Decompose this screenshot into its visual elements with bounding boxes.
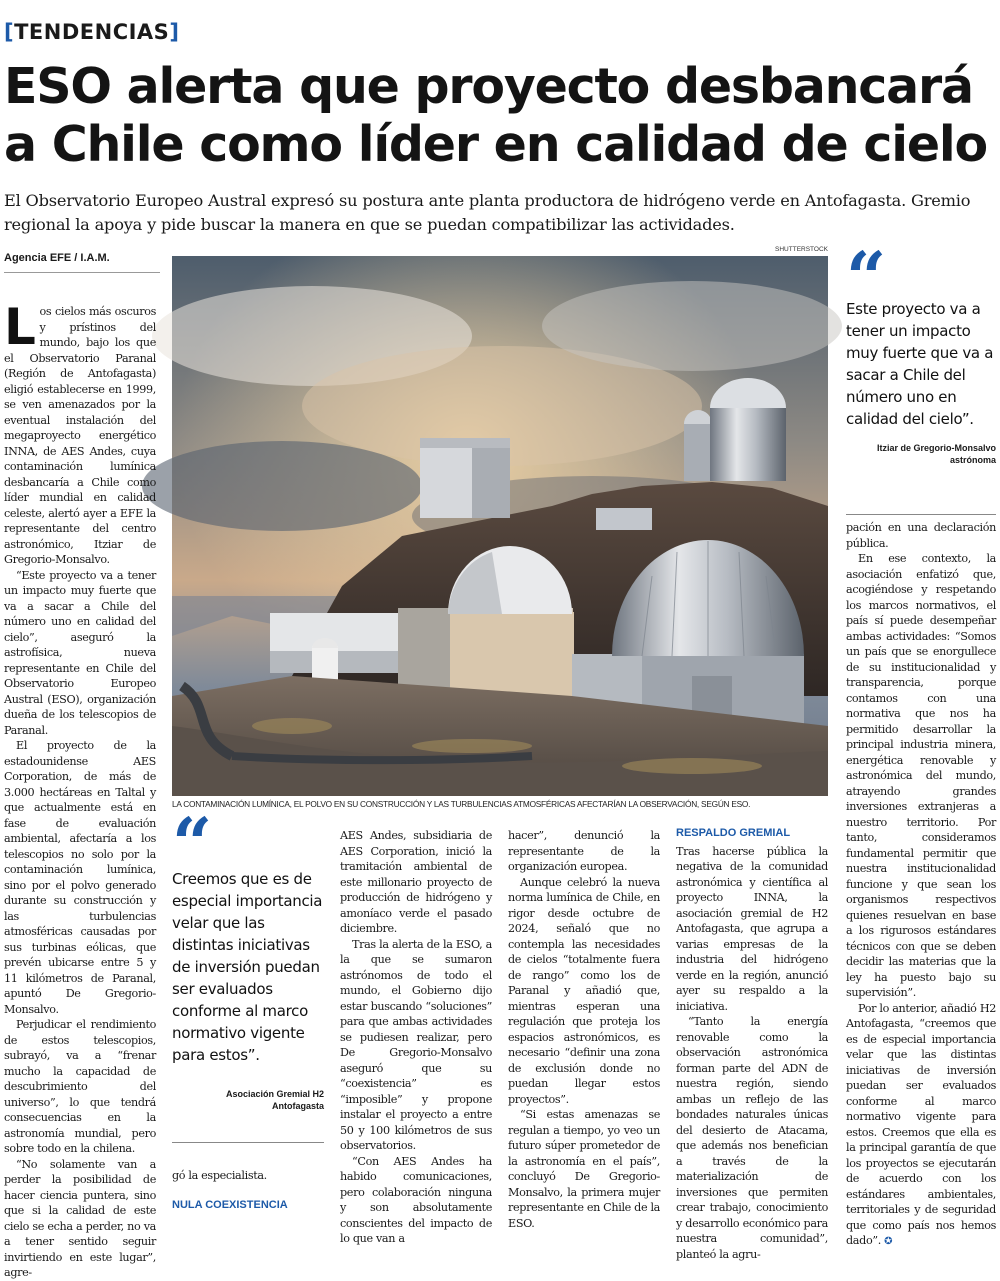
drop-cap: L bbox=[4, 298, 36, 356]
quote-divider bbox=[846, 514, 996, 515]
article-paragraph: AES Andes, subsidiaria de AES Corporation, inició la tramitación ambiental de este millonario proyecto de producción de hidrógeno y amoníaco verde el pasado diciembre. bbox=[340, 829, 492, 935]
article-paragraph: “Si estas amenazas se regulan a tiempo, yo veo un futuro súper prometedor de la astronomía en el país”, concluyó De Gregorio-Monsalvo, la primera mujer representante en Chile de la ESO. bbox=[508, 1108, 660, 1230]
article-paragraph: “Con AES Andes ha habido comunicaciones, pero colaboración ninguna y son absolutamente conscientes del impacto de lo que van a bbox=[340, 1154, 492, 1245]
pull-quote-author-block bbox=[172, 1088, 324, 1112]
bracket-left: [ bbox=[4, 20, 15, 44]
pull-quote-author: Itziar de Gregorio-Monsalvo bbox=[876, 443, 996, 453]
section-label: TENDENCIAS bbox=[14, 20, 170, 44]
observatory-photo bbox=[172, 256, 828, 796]
quote-mark-icon: “ bbox=[172, 802, 213, 885]
pull-quote-text: Este proyecto va a tener un impacto muy fuerte que va a sacar a Chile del número uno en calidad del cielo”. bbox=[846, 300, 994, 428]
pull-quote-role: Antofagasta bbox=[271, 1101, 324, 1111]
article-paragraph: Tras hacerse pública la negativa de la comunidad astronómica y científica al proyecto INNA, la asociación gremial de H2 Antofagasta, que agrupa a varias empresas de la industria del hidrógeno verde en la región, anunció ayer su respaldo a la iniciativa. bbox=[676, 844, 828, 1013]
pull-quote-text: Creemos que es de especial importancia velar que las distintas iniciativas de inversión puedan ser evaluados conforme al marco normativo vigente para estos”. bbox=[172, 870, 323, 1064]
byline-rule bbox=[4, 272, 160, 273]
quote-divider bbox=[172, 1142, 324, 1143]
article-column-1 bbox=[4, 298, 156, 1281]
article-paragraph: hacer”, denunció la representante de la organización europea. bbox=[508, 829, 660, 873]
end-of-article-icon: ✪ bbox=[884, 1236, 893, 1247]
quote-mark-icon: “ bbox=[846, 236, 887, 319]
bracket-right: ] bbox=[169, 20, 180, 44]
article-column-5 bbox=[676, 826, 828, 1262]
pull-quote-middle bbox=[172, 802, 324, 1112]
article-paragraph: Perjudicar el rendimiento de estos telescopios, subrayó, va a “frenar mucho la capacidad de descubrimiento del universo”, lo que tendrá consecuencias en la astronomía mundial, pero sobre todo en la chilena. bbox=[4, 1018, 156, 1155]
article-paragraph: Tras la alerta de la ESO, a la que se sumaron astrónomos de todo el mundo, el Gobierno dijo estar buscando “soluciones” para que ambas actividades se pudiesen realizar, pero De Gregorio-Monsalvo aseguró que su “coexistencia” es “imposible” y propone instalar el proyecto a entre 50 y 100 kilómetros de sus observatorios. bbox=[340, 937, 492, 1152]
pull-quote-role: astrónoma bbox=[949, 455, 996, 465]
pull-quote-author-block bbox=[846, 442, 996, 466]
article-paragraph: “Este proyecto va a tener un impacto muy fuerte que va a sacar a Chile del número uno en calidad del cielo”, aseguró la astrofísica, nueva representante en Chile del Observatorio Europeo Austral (ESO), organización dueña de los telescopios de Paranal. bbox=[4, 568, 156, 737]
article-paragraph: “No solamente van a perder la posibilidad de hacer ciencia puntera, sino que si la calidad de este cielo se echa a perder, no va a tener sentido seguir invirtiendo en este lugar”, agre- bbox=[4, 1157, 156, 1279]
section-subtitle: RESPALDO GREMIAL bbox=[676, 827, 791, 839]
article-paragraph: Aunque celebró la nueva norma lumínica de Chile, en rigor desde octubre de 2024, señaló que no contempla las necesidades de cielos “totalmente fuera de rango” como los de Paranal y añadió que, mientras esperan una regulación que proteja los espacios astronómicos, es necesario “definir una zona de exclusión donde no puedan llegar estos proyectos”. bbox=[508, 875, 660, 1106]
observatory-illustration bbox=[172, 256, 828, 796]
article-paragraph: Los cielos más oscuros y prístinos del mundo, bajo los que el Observatorio Paranal (Región de Antofagasta) eligió establecerse en 1999, se ven amenazados por la eventual instalación del megaproyecto energético INNA, de AES Andes, cuya contaminación lumínica desbancaría a Chile como líder mundial en calidad celeste, alertó ayer a EFE la representante del centro astronómico, Itziar de Gregorio-Monsalvo. bbox=[4, 298, 156, 566]
photo-credit: SHUTTERSTOCK bbox=[775, 246, 828, 253]
subheadline: El Observatorio Europeo Austral expresó su postura ante planta productora de hidrógeno verde en Antofagasta. Gremio regional la apoya y pide buscar la manera en que se puedan compatibilizar las actividades. bbox=[4, 191, 971, 234]
pull-quote-top bbox=[846, 236, 996, 466]
headline: ESO alerta que proyecto desbancará a Chile como líder en calidad de cielo bbox=[4, 58, 987, 173]
section-tag bbox=[4, 20, 179, 44]
article-paragraph: pación en una declaración pública. bbox=[846, 521, 996, 550]
article-column-3 bbox=[340, 828, 492, 1247]
article-column-6 bbox=[846, 520, 996, 1250]
photo-caption: LA CONTAMINACIÓN LUMÍNICA, EL POLVO EN SU CONSTRUCCIÓN Y LAS TURBULENCIAS ATMOSFÉRICAS AFECTARÍAN LA OBSERVACIÓN, SEGÚN ESO. bbox=[172, 799, 751, 809]
article-paragraph: El proyecto de la estadounidense AES Corporation, de más de 3.000 hectáreas en Taltal y que actualmente está en fase de evaluación ambiental, afectaría a los telescopios no solo por la contaminación lumínica, sino por el polvo generado durante su construcción y las turbulencias atmosféricas causadas por sus turbinas eólicas, que prevén ubicarse entre 5 y 11 kilómetros de Paranal, apuntó De Gregorio-Monsalvo. bbox=[4, 739, 156, 1016]
article-paragraph: Por lo anterior, añadió H2 Antofagasta, “creemos que es de especial importancia velar que las distintas iniciativas de inversión puedan ser evaluados conforme al marco normativo vigente para estos. Creemos que ella es la principal garantía de que los proyectos se ejecutarán de acuerdo con los estándares ambientales, territoriales y de seguridad que como país nos hemos dado”. ✪ bbox=[846, 1001, 996, 1247]
byline: Agencia EFE / I.A.M. bbox=[4, 252, 110, 264]
article-paragraph: gó la especialista. bbox=[172, 1169, 267, 1182]
section-subtitle: NULA COEXISTENCIA bbox=[172, 1198, 288, 1211]
article-column-4 bbox=[508, 828, 660, 1231]
pull-quote-author: Asociación Gremial H2 bbox=[225, 1089, 324, 1099]
article-paragraph: “Tanto la energía renovable como la observación astronómica forman parte del ADN de nuestra región, siendo ambas un reflejo de las bondades naturales únicas del desierto de Atacama, que además nos benefician a través de la materialización de inversiones que permiten crear trabajo, conocimiento y desarrollo económico para nuestra comunidad”, planteó la agru- bbox=[676, 1015, 828, 1261]
article-paragraph: En ese contexto, la asociación enfatizó que, acogiéndose y respetando los marcos normativos, el país sí puede desempeñar ambas actividades: “Somos un país que se enorgullece de su institucionalidad y transparencia, porque contamos con una normativa que nos ha permitido desarrollar la principal industria minera, energética renovable y astronómica del mundo, atrayendo grandes inversiones extranjeras a nuestro territorio. Por tanto, consideramos fundamental permitir que nuestra institucionalidad funcione y que sean los organismos respectivos quienes resuelvan en base a los rigurosos estándares técnicos con que se deben decidir las materias que la ley ha puesto bajo su supervisión”. bbox=[846, 552, 996, 999]
article-column-2 bbox=[172, 1168, 324, 1215]
